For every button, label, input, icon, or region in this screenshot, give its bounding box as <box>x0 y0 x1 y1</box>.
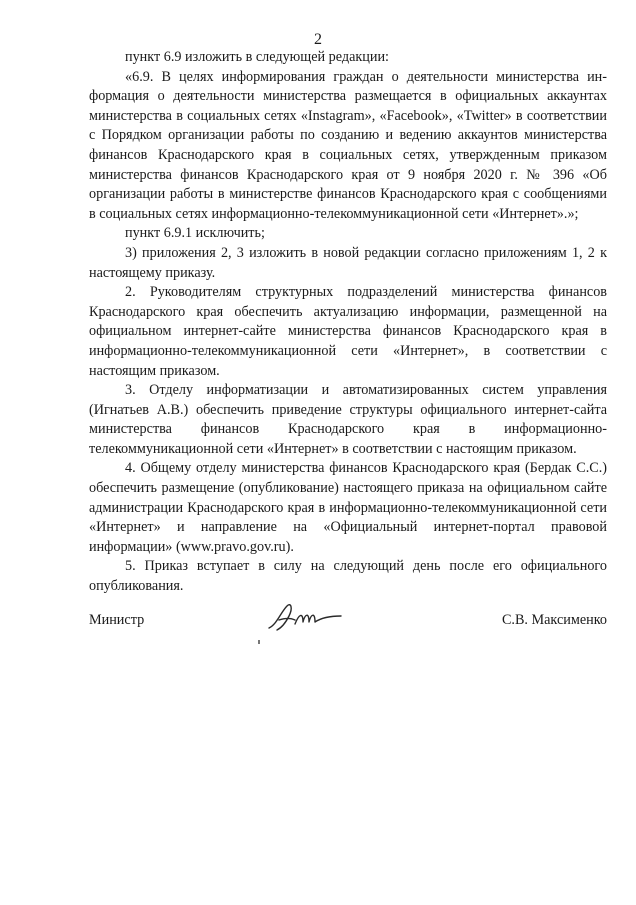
document-body <box>89 48 607 597</box>
page-number: 2 <box>314 31 322 48</box>
paragraph-clause-6-9-1: пункт 6.9.1 исключить; <box>125 225 265 242</box>
signatory-name: С.В. Максименко <box>501 612 607 628</box>
paragraph-item-2: 2. Руководителям структурных подразделений министерства финансов Краснодарского края обеспечить актуализацию информации, размещенной на официальном интернет-сайте министерства финансов Краснодарского края в информационно-телекоммуникационной сети «Интернет», в соответствии с настоящим приказом. <box>89 284 607 379</box>
paragraph-item-3: 3. Отделу информатизации и автоматизированных систем управления (Игнатьев А.В.) обеспечить приведение структуры официального интернет-сайта министерства финансов Краснодарского края в информационно-телекоммуникационной сети «Интернет» в соответствии с настоящим приказом. <box>89 382 607 457</box>
paragraph-item-3-appendices: 3) приложения 2, 3 изложить в новой редакции согласно приложениям 1, 2 к настоящему приказу. <box>89 244 607 281</box>
paragraph-clause-6-9-intro: пункт 6.9 изложить в следующей редакции: <box>125 49 389 65</box>
signature-block <box>89 608 607 638</box>
paragraph-item-4: 4. Общему отделу министерства финансов Краснодарского края (Бердак С.С.) обеспечить размещение (опубликование) настоящего приказа на официальном сайте администрации Краснодарского края в информационно-телекоммуникационной сети «Интернет» и направление на «Официальный интернет-портал правовой информации» (www.pravo.gov.ru). <box>89 460 607 555</box>
handwritten-signature <box>265 598 345 638</box>
paragraph-item-5: 5. Приказ вступает в силу на следующий день после его официального опубликования. <box>89 558 607 595</box>
paragraph-clause-6-9-text: «6.9. В целях информирования граждан о деятельности министерства информация о деятельности министерства размещается в официальных аккаунтах министерства в социальных сетях «Instagram», «Facebook», «Twitter» в соответствии с Порядком организации работы по созданию и ведению аккаунтов министерства финансов Краснодарского края в социальных сетях, утвержденным приказом министерства финансов Краснодарского края от 9 ноября 2020 г. № 396 «Об организации работы в министерстве финансов Краснодарского края с сообщениями в социальных сетях информационно-телекоммуникационной сети «Интернет».»; <box>89 68 607 222</box>
signatory-title: Министр <box>89 612 145 628</box>
scan-mark <box>258 640 260 644</box>
